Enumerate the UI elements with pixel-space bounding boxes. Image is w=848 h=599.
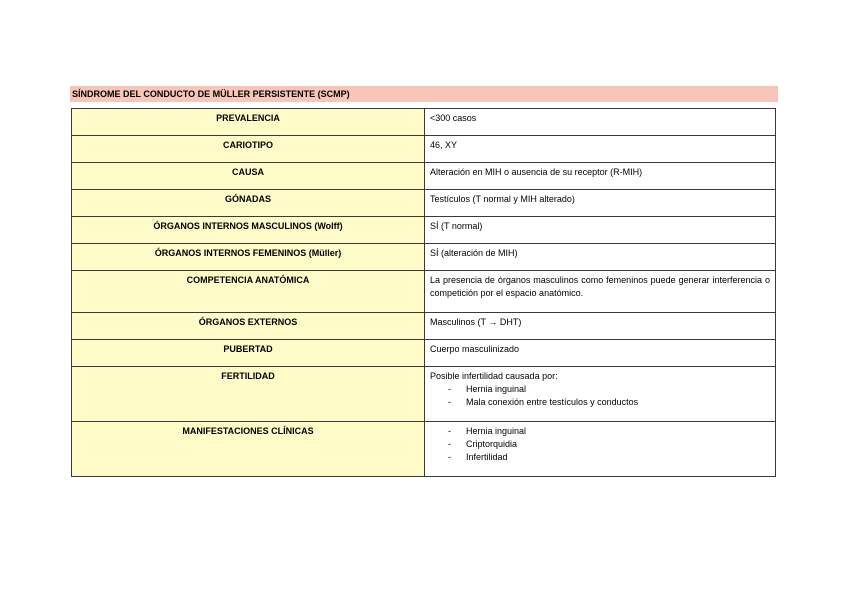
row-value xyxy=(425,422,776,477)
document-title: SÍNDROME DEL CONDUCTO DE MÜLLER PERSISTENTE (SCMP) xyxy=(70,86,778,102)
row-label: ÓRGANOS INTERNOS FEMENINOS (Müller) xyxy=(72,244,425,271)
row-label: CARIOTIPO xyxy=(72,136,425,163)
list-item: - Infertilidad xyxy=(448,451,770,464)
row-label: COMPETENCIA ANATÓMICA xyxy=(72,271,425,313)
table-row xyxy=(72,217,776,244)
row-label: PUBERTAD xyxy=(72,340,425,367)
table-row xyxy=(72,313,776,340)
row-value: SÍ (T normal) xyxy=(425,217,776,244)
row-value: Cuerpo masculinizado xyxy=(425,340,776,367)
table-row xyxy=(72,271,776,313)
list-item: - Mala conexión entre testículos y conductos xyxy=(448,396,770,409)
row-label: PREVALENCIA xyxy=(72,109,425,136)
row-value: <300 casos xyxy=(425,109,776,136)
bullet-list xyxy=(430,425,770,464)
table-row xyxy=(72,136,776,163)
row-value: 46, XY xyxy=(425,136,776,163)
row-value: Masculinos (T → DHT) xyxy=(425,313,776,340)
row-label: MANIFESTACIONES CLÍNICAS xyxy=(72,422,425,477)
table-row xyxy=(72,340,776,367)
row-value: La presencia de órganos masculinos como femeninos puede generar interferencia o competición por el espacio anatómico. xyxy=(425,271,776,313)
table-row xyxy=(72,244,776,271)
table-row xyxy=(72,163,776,190)
bullet-list xyxy=(430,383,770,409)
row-label: CAUSA xyxy=(72,163,425,190)
row-value: Alteración en MIH o ausencia de su receptor (R-MIH) xyxy=(425,163,776,190)
list-item: - Criptorquidia xyxy=(448,438,770,451)
row-value xyxy=(425,367,776,422)
list-item: - Hernia inguinal xyxy=(448,425,770,438)
table-row xyxy=(72,367,776,422)
row-value: SÍ (alteración de MIH) xyxy=(425,244,776,271)
table-row xyxy=(72,422,776,477)
table-row xyxy=(72,190,776,217)
row-value: Testículos (T normal y MIH alterado) xyxy=(425,190,776,217)
scmp-table xyxy=(71,108,776,477)
row-label: ÓRGANOS INTERNOS MASCULINOS (Wolff) xyxy=(72,217,425,244)
list-item: - Hernia inguinal xyxy=(448,383,770,396)
row-label: GÓNADAS xyxy=(72,190,425,217)
row-value-intro: Posible infertilidad causada por: xyxy=(430,371,558,381)
row-label: FERTILIDAD xyxy=(72,367,425,422)
row-label: ÓRGANOS EXTERNOS xyxy=(72,313,425,340)
table-row xyxy=(72,109,776,136)
